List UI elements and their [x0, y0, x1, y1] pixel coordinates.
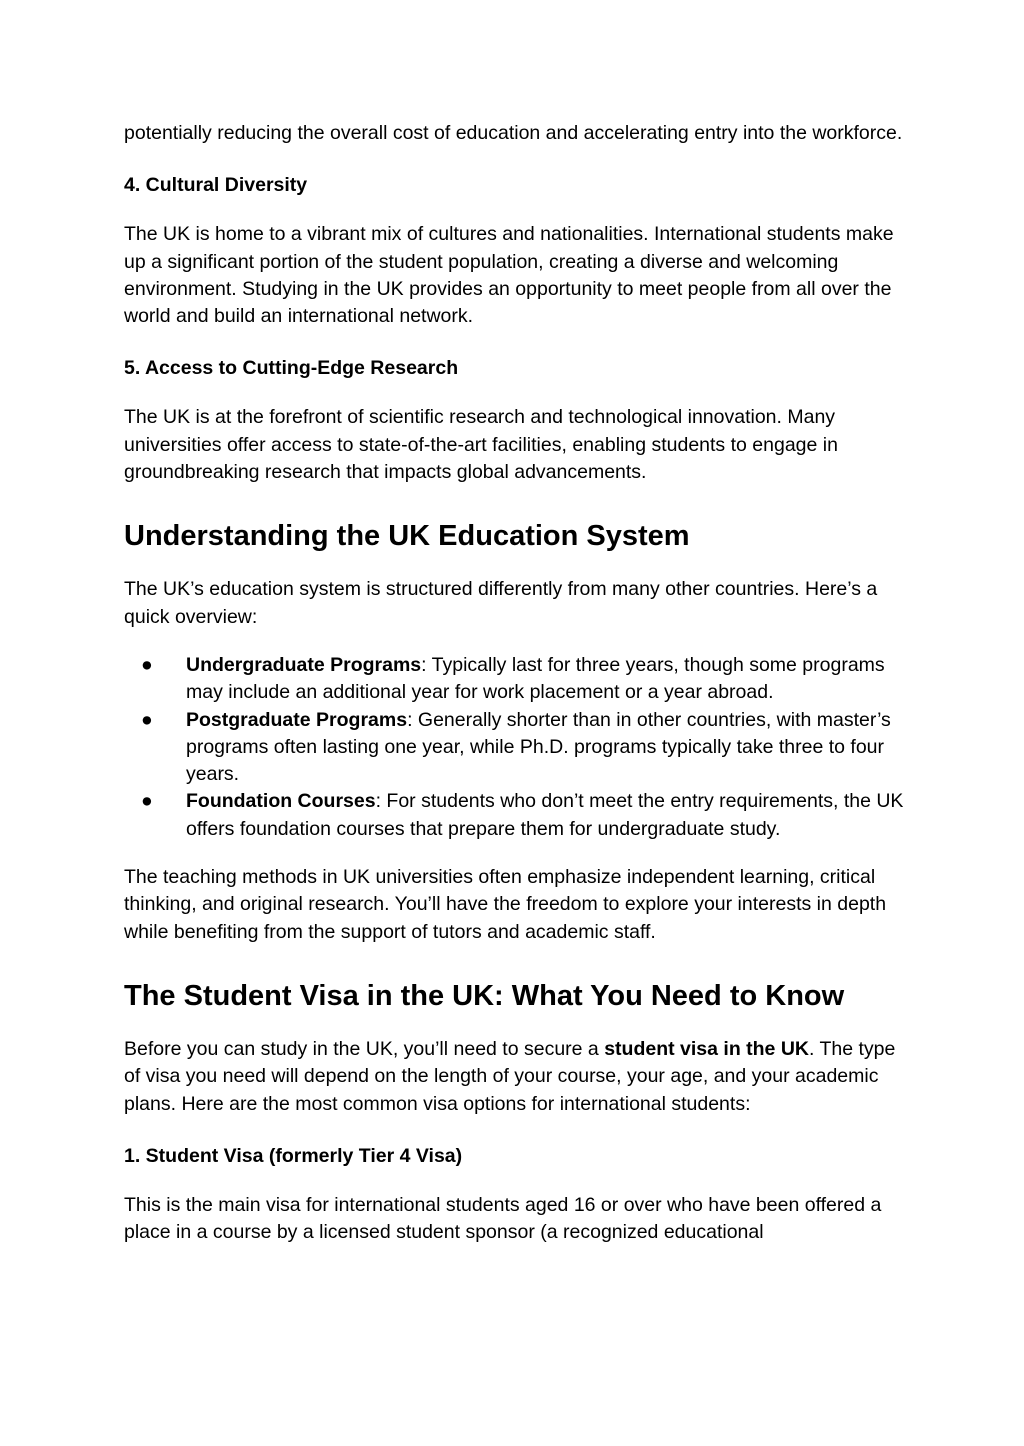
student-visa-intro-paragraph: [124, 1036, 904, 1118]
visa-intro-rest-text: . The type of visa you need will depend on the length of your course, your age, and your academic plans. Here are the most common visa options for international students:: [124, 1037, 896, 1115]
student-visa-heading: 1. Student Visa (formerly Tier 4 Visa): [124, 1144, 463, 1167]
bullet-icon: ●: [141, 708, 153, 731]
cultural-diversity-heading: 4. Cultural Diversity: [124, 174, 308, 197]
student-visa-section-heading: The Student Visa in the UK: What You Need to Know: [124, 979, 845, 1012]
list-item-term: Postgraduate Programs: [186, 708, 408, 731]
visa-intro-text: Before you can study in the UK, you’ll need to secure a: [124, 1037, 605, 1060]
student-visa-paragraph: This is the main visa for international students aged 16 or over who have been offered a place in a course by a licensed student sponsor (a recognized educational: [124, 1193, 882, 1244]
intro-tail-paragraph: potentially reducing the overall cost of education and accelerating entry into the workforce.: [124, 122, 903, 144]
education-system-paragraph: The UK’s education system is structured differently from many other countries. Here’s a quick overview:: [124, 578, 878, 628]
education-system-heading: Understanding the UK Education System: [124, 520, 690, 553]
list-item: [124, 707, 904, 789]
document-page: [124, 120, 904, 1246]
bullet-icon: ●: [141, 653, 153, 676]
bullet-icon: ●: [141, 790, 153, 813]
cultural-diversity-paragraph: The UK is home to a vibrant mix of cultures and nationalities. International students make up a significant portion of the student population, creating a diverse and welcoming environment. Studying in the UK provides an opportunity to meet people from all over the world and build an international network.: [124, 223, 894, 328]
list-item-description: : Typically last for three years, though some programs may include an additional year for work placement or a year abroad.: [186, 653, 885, 704]
list-item: [124, 652, 904, 707]
list-item-term: Foundation Courses: [186, 790, 376, 813]
list-item: [124, 788, 904, 843]
visa-intro-bold-text: student visa in the UK: [604, 1037, 809, 1060]
programs-list: [124, 652, 904, 843]
research-paragraph: The UK is at the forefront of scientific research and technological innovation. Many universities offer access to state-of-the-art facilities, enabling students to engage in groundbreaking research that impacts global advancements.: [124, 406, 838, 484]
list-item-term: Undergraduate Programs: [186, 653, 422, 676]
list-item-description: : Generally shorter than in other countries, with master’s programs often lasting one year, while Ph.D. programs typically take three to four years.: [186, 708, 891, 786]
teaching-methods-paragraph: The teaching methods in UK universities often emphasize independent learning, critical thinking, and original research. You’ll have the freedom to explore your interests in depth while benefiting from the support of tutors and academic staff.: [124, 866, 887, 943]
research-heading: 5. Access to Cutting-Edge Research: [124, 357, 459, 380]
list-item-description: : For students who don’t meet the entry requirements, the UK offers foundation courses that prepare them for undergraduate study.: [186, 790, 904, 840]
